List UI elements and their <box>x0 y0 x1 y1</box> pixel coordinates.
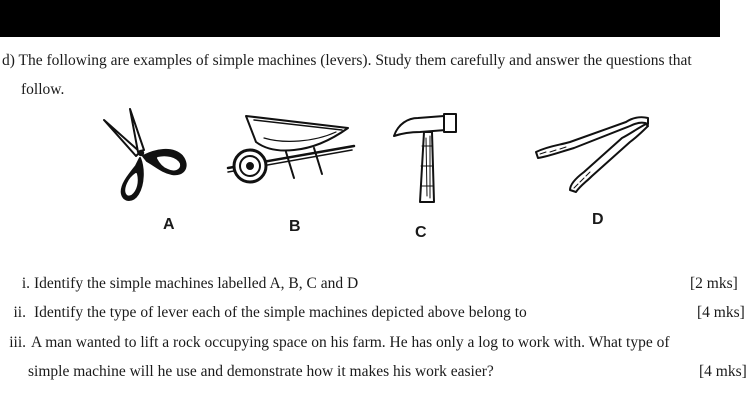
question-iii-number: iii. <box>9 334 26 351</box>
wheelbarrow-icon <box>224 108 354 188</box>
figure-b-label: B <box>289 218 301 235</box>
figure-a-label: A <box>163 216 175 233</box>
scissors-icon <box>100 106 192 204</box>
question-i-number: i. <box>21 275 30 292</box>
figure-d-label: D <box>592 211 604 228</box>
question-ii-number: ii. <box>13 304 26 321</box>
question-iii-text-2: simple machine will he use and demonstrate how it makes his work easier? <box>28 363 494 380</box>
question-iii-marks: [4 mks] <box>699 363 747 380</box>
question-ii-text: Identify the type of lever each of the simple machines depicted above belong to <box>34 304 527 321</box>
question-i-marks: [2 mks] <box>690 275 738 292</box>
intro-line-1: d) The following are examples of simple machines (levers). Study them carefully and answer the questions that <box>2 52 692 69</box>
question-i-text: Identify the simple machines labelled A, B, C and D <box>34 275 359 292</box>
question-iii-text: A man wanted to lift a rock occupying space on his farm. He has only a log to work with. What type of <box>31 334 670 351</box>
tongs-icon <box>530 112 652 196</box>
hammer-icon <box>384 106 484 206</box>
intro-line-2: follow. <box>21 81 65 98</box>
top-black-bar <box>0 0 720 37</box>
question-ii-marks: [4 mks] <box>697 304 745 321</box>
figure-c-label: C <box>415 224 427 241</box>
